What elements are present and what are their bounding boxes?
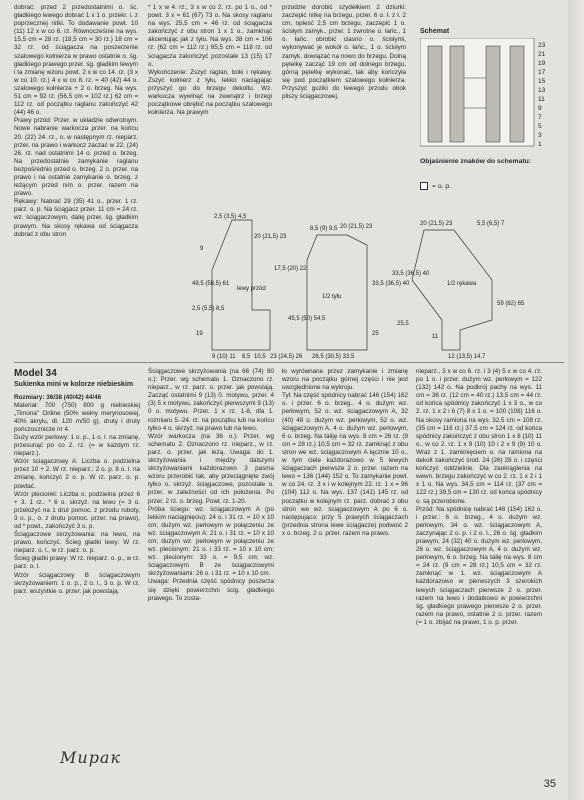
paragraph: Tył: Na część spódnicy nabrać 146 (154) 162 o. i przer. 6 o. brzeg., 4 o. dużym wz. perłowym, 52 o. wz. ściągaczowym A, 32 (40) 48 o. dużym wz. perłowym, 52 o. wz. ściągaczowym A, 4 o. dużym wz. perłowym, 6 o. brzeg. Na taliję na wys. 8 cm = 26 rz. (9 cm = 28 rz.) 10,5 cm = 32 rz. zamknąć z obu stron we wz. ściągaczowym A łącznie 10 o., w tym ciele każdorazowo w 5 lewych ściągaczach pierwsze 2 o. przer. razem na lewo = 136 (144) 152 o. To zamykanie powt. w co 24. rz. 3 x i w kolejnym 22. rz. 1 x = 96 (104) 112 o. Na wys. 137 (141) 145 rz. od początku w kolejnym rz. parz. dobrać z obu stron we wz. ściągaczowym A po 6 o. następująco: przy 5 prawych ściągaczach (przednia strona lewe ściągacze) podwoić 2 x o. brzeg. 2 o. przer. razem na prawo. (282, 392, 409, 537)
page-number: 35 (543, 778, 556, 790)
paragraph: Ściągaczowe skrzyżowania: na lewo, na prawo, kończyć. Ścieg gładki lewy: W rz. nieparz. o. l., w rz. parz. o. p. (14, 531, 140, 555)
section-divider (14, 362, 564, 363)
dim-label: 11 (432, 334, 439, 340)
text-column-2 (148, 4, 272, 117)
paragraph: Uwaga: Przednia część spódnicy poszerza się dzięki powierzchni ścig. gładkiego prawego. To zosta- (148, 578, 274, 602)
sleeve-label: 1/2 rękawa (447, 281, 477, 287)
paragraph: Duży wzór perłowy: 1 o. p., 1 o. l. na zmianę, przesunąć po co 2. rz. (= w każdym rz. nieparz.). (14, 433, 140, 458)
row-number: 17 (538, 69, 546, 76)
row-number: 13 (538, 87, 546, 94)
back-label: 1/2 tyłu (322, 294, 342, 300)
model-subtitle: Sukienka mini w kolorze niebieskim (14, 381, 134, 388)
dim-label: 45,5 (50) 54,5 (288, 316, 326, 322)
pattern-diagram (192, 210, 542, 360)
paragraph: Wzór ściągaczowy B ściągaczowym skrzyżowaniem: 1 o. p., 2 o. l., 3 o. p. W rz. parz. wszystkie o. przer. jak powstają. (14, 571, 140, 595)
row-number: 5 (538, 123, 542, 130)
paragraph: Próba ściegu: wz. ściągaczowym A (po lekkim naciągnięciu): 24 o. i 31 rz. = 10 x 10 cm; dużym wz. perłowym w połączeniu ze wz. ściągaczowym A: 21 o. i 31 rz. = 10 x 10 cm; dużym wz. perłowym w połączeniu ze wz. plecionym: 21 o. i 33 rz. = 10 x 10 cm; wz. plecionym: 33 o. = 9,5 cm; wz. ściągaczowym B ze ściągaczowymi skrzyżowaniami: 26 o. i 31 rz. = 10 x 10 cm. (148, 505, 274, 578)
dim-label: 33,5 (36,5) 40 (392, 271, 430, 277)
sleeve-piece (412, 230, 492, 350)
sizes: Rozmiary: 36/38 (40/42) 44/46 (14, 393, 102, 401)
dim-label: 10,5 (254, 354, 266, 360)
model-title: Model 34 (14, 368, 57, 379)
dim-label: 12 (13,5) 14,7 (448, 354, 486, 360)
handwritten-signature: Мирак (60, 748, 122, 767)
page-edge (568, 0, 584, 800)
row-number: 7 (538, 114, 542, 121)
paragraph: Ściągaczowe skrzyżowania (na 66 (74) 80 o.): Przer. wg schematu 1. Oznaczono rz. nieparz., w rz. parz. o. przer. jak powstają. Zacząć ostatnimi 9 (13) 0. motywu, przer. 4 (3) 5 x motywu, zakończyć pierwszymi 9 (13) 0 o. motywu. Przer. 1 x rz. 1-8, dla 1. rozmiaru 5.-24. rz. na początku lub na końcu tylko 4 o. skrzyż. na prawo lub na lewo. (148, 368, 274, 432)
paragraph: nieparz., 3 x w co 6. rz. i 3 (4) 5 x w co 4. rz. po 1 o. i przer. dużym wz. perłowym = 122 (132) 142 o. Na podkrój pachy na wys. 11 cm = 36 rz. (12 cm = 40 rz.) 13,5 cm = 44 rz. od końca spódnicy zakończyć 1 x 3 o., w co 2. rz. 1 x 2 i 6 (7) 8 x 1 o. = 100 (108) 116 o. Na skosy ramiona na wys. 32,5 cm = 108 rz. (35 cm = 116 rz.) 37,5 cm = 124 rz. od końca spódnicy zakończyć z obu stron 1 x 8 (10) 11 o., w co 2. rz. 1 x 9 (10) 10 i 2 x 9 (9) 10 o. Wraz z 1. zamknięciem o. na ramiona na dekolt zakończyć środ. 24 (26) 28 o. i części kończyć oddzielnie. Dla zaokrąglenia na wewn. brzegu zakończyć w co 2. rz. 1 x 2 i 1 x 1 o. Na wys. 34,5 cm = 114 rz. (37 cm = 122 rz.) 39,5 cm = 130 rz. od końca spódnicy o. są przerobione. (416, 368, 542, 505)
paragraph: Rękawy: Nabrać 29 (35) 41 o., przer. 1 rz. parz. o. p. Na ściągacz przer. 11 cm = 24 rz. wz. ściągaczowym, dalej przer. śg. gładkim prawym. Na skosy rękawa od ściągacza dobrać z obu stron (14, 198, 138, 238)
dim-label: 9 (200, 246, 204, 252)
dim-label: 26,5 (30,5) 33,5 (312, 354, 355, 360)
paragraph: Wzór warkocza (na 36 o.): Przer. wg schematu 2. Oznaczono rz. nieparz., w rz. parz. o. przer. jak leżą. Uwaga: do 1. skrzyżowania i między dalszymi skrzyżowaniami każdorazowo 3 pasma wzoru przerobić tak, aby przeciągnięte zwój tylko o. skrzyż. ściągaczowe, pozostałe o. przer. w zależności od ich położenia. Po przer. 2 rz. o. brzeg. Powt. rz. 1-20. (148, 432, 274, 505)
back-piece (307, 235, 367, 350)
paragraph: Przód: Na spódnicę nabrać 146 (154) 162 o. i przer.: 6 o. brzeg., 4 o. dużym wz. perłowym, 34 o. wz. ściągaczowym A, zaczynając 2 o. p. i 2 o. l., 26 o. śg. gładkim prawym, 24 (32) 40 o. dużym wz. perłowym, 26 o. wz. ściągaczowym A, 4 o. dużym wz. perłowym, 6 o. brzeg. Na talię na wys. 8 cm = 24 rz. (9 cm = 28 rz.) 10,5 cm = 32 rz. zamknąć w 1. wz. ściągaczowym A każdorazowo w pierwszych 3 szerokich lewych ściągaczach pierwsze 2 o. przer. razem na lewo i dodatkowo w powierzchni śg. gładkiego prawego pierwsze 2 o. przer. razem na prawo, ostatnie 2 o. przer. razem (= 1 o. zbijać na prawo, 1 o. p. przer. (416, 505, 542, 626)
paragraph: * 1 x w 4. rz., 3 x w co 2. rz. po 1 o., od * powt. 3 x = 61 (67) 73 o. Na skosy raglanu na wys. 25,5 cm = 46 rz. od ściągacza zakończyć z obu stron 1 x 1 o., zamknąć akcentując jak z tyłu. Na wys. 38 cm = 106 rz. (62 cm = 112 rz.) 65,5 cm = 118 rz. od ściągacza zakończyć pozostałe 13 (15) 17 o. (148, 4, 272, 68)
paragraph: ło wyrównane przez zamykanie i zmianę wzoru na początku górnej części i nie jest uwzględnione na wykroju. (282, 368, 408, 392)
dim-label: 25,5 (397, 321, 409, 327)
knitting-schematic (420, 38, 566, 148)
row-number: 11 (538, 96, 545, 103)
dim-label: 20 (21,5) 23 (420, 221, 453, 227)
paragraph: dobrać: przed 2 przedostatnimi o. śc. gładkiego lewego dobrać 1 x 1 o. przekr. i. z poprzecznej nitki. To dodawanie powt. 10 (11) 12 x w co 6. rz. Równocześnie na wys. 15,5 cm = 28 rz. (18,5 cm = 30 rz.) 18 cm = 32 rz. od ściągacza na poszerzenie szalowego kołnierza w prawo ostatnie o. śg. gładkiego prawego przer. śg. gładkim lewym i ta zmianę wzoru powt. 2 x w co 14. rz. (3 x w co 10. rz.) 4 x w co 8. rz. = 40 (42) 44 o. szalowego kołnierza + 2 o. brzeg. Na wys. 51 cm = 92 rz. (56,5 cm = 102 rz.) 62 cm = 112 rz. od początku raglanu zakończyć 42 (44) 46 o. (14, 4, 138, 117)
dim-label: 2,5 (3,5) 4,5 (214, 214, 247, 220)
paragraph: Ścieg gładki prawy: W rz. nieparz. o. p., w rz. parz. o. l. (14, 555, 140, 571)
text-column-1 (14, 4, 138, 239)
text-column-model-1 (14, 368, 140, 596)
row-number: 1 (538, 141, 542, 148)
dim-label: 20 (21,5) 23 (340, 224, 373, 230)
text-column-model-2 (148, 368, 274, 603)
dim-label: 33,5 (36,5) 40 (372, 281, 410, 287)
text-column-model-3 (282, 368, 408, 538)
paragraph: Wykończenie: Zszyć raglan, boki i rękawy. Zszyć kołnierz z tyłu, lekko naciągając przyszyć go do brzegu dekoltu. Wz. warkocza wywinąć na zewnątrz i brzegi początkowe obrębić na początku szalowego kołnierza. Na prawym (148, 68, 272, 117)
materials: Materiał: 700 (750) 800 g niebieskiej „Timona" Online (50% wełny merynosowej, 40% akrylu, dł. 120 m/50 g), druty i druty pończosznicze nr 4. (14, 401, 140, 433)
paragraph: Wzór ściągaczowy A: Liczba o. podzielna przez 10 + 2. W rz. nieparz.: 2 o. p. 8 o. l. na zmianę, kończyć 2 o. p. W rz. parz. o. p. powtać. (14, 458, 140, 490)
dim-label: 8,5 (9) 9,5 (310, 226, 338, 232)
row-number: 9 (538, 105, 542, 112)
dim-label: 25 (372, 331, 379, 337)
schematic-title: Schemat (420, 28, 450, 35)
dim-label: 23 (24,5) 26 (270, 354, 303, 360)
row-number: 23 (538, 42, 546, 49)
legend-title: Objaśnienie znaków do schematu: (420, 158, 532, 165)
text-column-3 (282, 4, 406, 101)
legend-item (420, 182, 451, 190)
paragraph: Prawy przód: Przer. w układzie odwrotnym. Nowe nabranie warkocza przer. na końcu 20. (22) 24. rz., o. w następnym rz. nieparz. przer. na prawo i warkocz zaczać w 22. (24) 26. rz. nad ostatnimi 14 o. przed o. brzeg. Na przedostatnie zamykanie raglanu bezpośrednio przed o. brzeg. 2 o. przer. na prawo i na ostatnie zamykanie o. brzeg. z leżącym przed nim o. przer. razem na prawo. (14, 117, 138, 198)
dim-label: 5,5 (6,5) 7 (477, 221, 505, 227)
row-number: 21 (538, 51, 546, 58)
dim-label: 17,5 (20) 22 (274, 266, 307, 272)
front-label: lewy przód (237, 286, 266, 292)
row-number: 19 (538, 60, 546, 67)
empty-square-icon (420, 182, 428, 190)
legend-text: = o. p. (432, 182, 452, 190)
dim-label: 49,5 (58,5) 61 (192, 281, 230, 287)
dim-label: 19 (196, 331, 203, 337)
dim-label: 8,5 (242, 354, 251, 360)
paragraph: przodzie dorobić szydełkiem 2 dziurki: zaczepić nitkę na brzegu, przer. 6 o. ł. z ł. 2 cm, opleść 2,5 cm brzegu, zaczepić 1 o. ścisłym zamyk., przer. 1 zwrotne o. łańc., 1 o. łańc. obrobić ciasno o. ścisłymi, wykonywać je wokół o. łańc., 1 o. ścisłym zamyk. dowiązać na nowo do brzegu. Dolną pętelkę zacząć 19 cm od dolnego brzegu, górną pętelkę wykonać, tak aby kończyła się pod początkiem szalowego kołnierza. Przyszyć guziki do lewego przodu obok pliszy ściągaczowej. (282, 4, 406, 101)
paragraph: Wzór plecionki: Liczba o. podzielna przez 6 + 3. 1 rz.: * 6 o. skrzyż. na lewo (= 3 o. przełożyć na 1 drut pomoc. z przodu roboty, 3 o. p., o. z drutu pomoc. przer. na prawo), od * powt., zakończyć 3 o. p. (14, 490, 140, 530)
dim-label: 59 (62) 65 (497, 301, 525, 307)
row-number: 15 (538, 78, 546, 85)
dim-label: 9 (10) 11 (212, 354, 236, 360)
dim-label: 20 (21,5) 23 (254, 234, 287, 240)
text-column-model-4 (416, 368, 542, 627)
dim-label: 2,5 (5,5) 8,5 (192, 306, 225, 312)
row-number: 3 (538, 132, 542, 139)
